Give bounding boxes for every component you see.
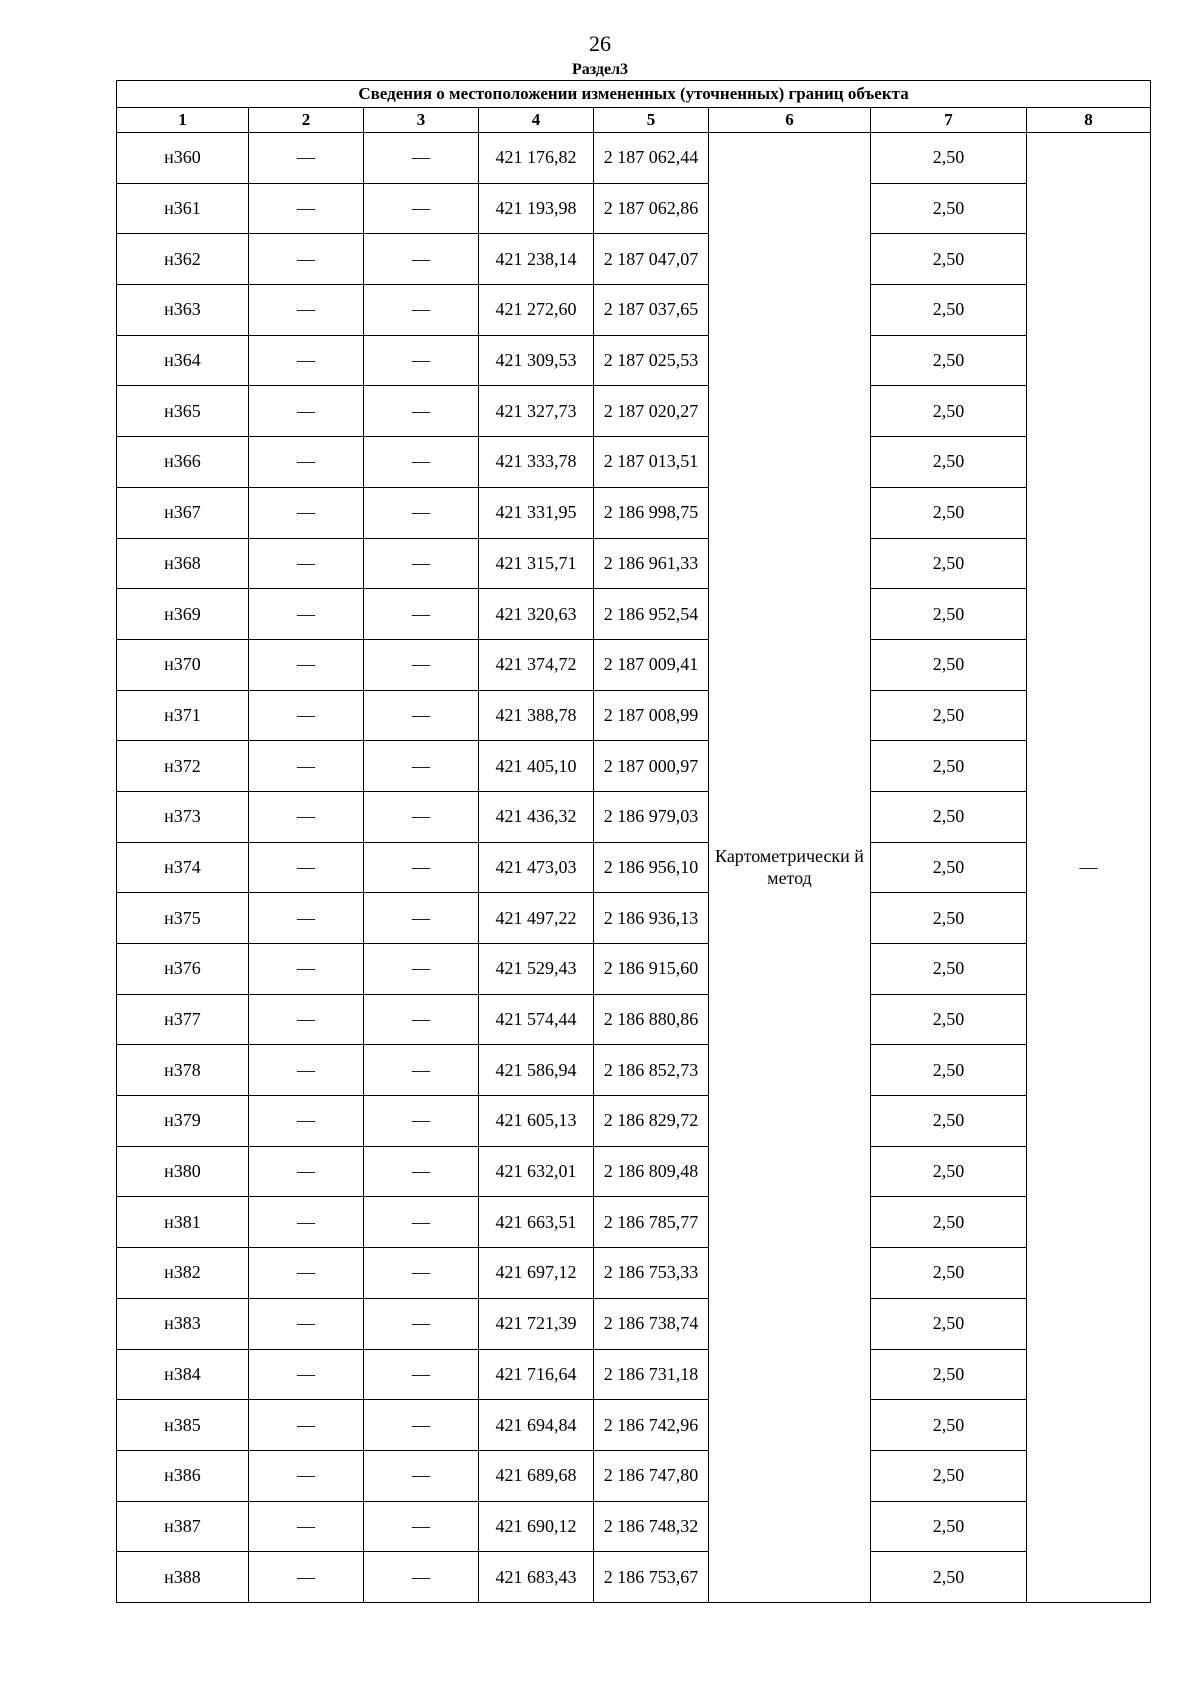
y-coordinate-cell: 2 186 753,67 (594, 1552, 709, 1603)
column-2-cell: — (249, 335, 364, 386)
point-number-cell: н367 (117, 487, 249, 538)
column-2-cell: — (249, 487, 364, 538)
precision-cell: 2,50 (871, 234, 1027, 285)
point-number-cell: н364 (117, 335, 249, 386)
column-2-cell: — (249, 437, 364, 488)
precision-cell: 2,50 (871, 285, 1027, 336)
point-number-cell: н371 (117, 690, 249, 741)
column-3-cell: — (364, 690, 479, 741)
column-3-cell: — (364, 386, 479, 437)
column-3-cell: — (364, 1045, 479, 1096)
precision-cell: 2,50 (871, 741, 1027, 792)
precision-cell: 2,50 (871, 1400, 1027, 1451)
table-row (117, 437, 1151, 488)
table-row (117, 234, 1151, 285)
x-coordinate-cell: 421 238,14 (479, 234, 594, 285)
column-3-cell: — (364, 183, 479, 234)
precision-cell: 2,50 (871, 1349, 1027, 1400)
column-2-cell: — (249, 944, 364, 995)
column-2-cell: — (249, 589, 364, 640)
precision-cell: 2,50 (871, 183, 1027, 234)
precision-cell: 2,50 (871, 842, 1027, 893)
y-coordinate-cell: 2 186 998,75 (594, 487, 709, 538)
point-number-cell: н378 (117, 1045, 249, 1096)
y-coordinate-cell: 2 186 829,72 (594, 1096, 709, 1147)
column-2-cell: — (249, 690, 364, 741)
table-row (117, 1146, 1151, 1197)
column-3-cell: — (364, 1248, 479, 1299)
column-3-cell: — (364, 538, 479, 589)
y-coordinate-cell: 2 187 025,53 (594, 335, 709, 386)
point-number-cell: н363 (117, 285, 249, 336)
x-coordinate-cell: 421 405,10 (479, 741, 594, 792)
column-3-cell: — (364, 437, 479, 488)
y-coordinate-cell: 2 186 915,60 (594, 944, 709, 995)
y-coordinate-cell: 2 186 936,13 (594, 893, 709, 944)
column-3-cell: — (364, 285, 479, 336)
y-coordinate-cell: 2 186 809,48 (594, 1146, 709, 1197)
table-row (117, 944, 1151, 995)
precision-cell: 2,50 (871, 690, 1027, 741)
column-3-cell: — (364, 1552, 479, 1603)
column-3-cell: — (364, 1400, 479, 1451)
x-coordinate-cell: 421 663,51 (479, 1197, 594, 1248)
column-2-cell: — (249, 1146, 364, 1197)
column-3-cell: — (364, 487, 479, 538)
point-number-cell: н366 (117, 437, 249, 488)
point-number-cell: н384 (117, 1349, 249, 1400)
column-2-cell: — (249, 1197, 364, 1248)
x-coordinate-cell: 421 529,43 (479, 944, 594, 995)
column-2-cell: — (249, 386, 364, 437)
column-2-cell: — (249, 133, 364, 184)
precision-cell: 2,50 (871, 1501, 1027, 1552)
column-3-cell: — (364, 994, 479, 1045)
y-coordinate-cell: 2 187 008,99 (594, 690, 709, 741)
table-row (117, 791, 1151, 842)
y-coordinate-cell: 2 187 009,41 (594, 639, 709, 690)
precision-cell: 2,50 (871, 1298, 1027, 1349)
column-3-cell: — (364, 639, 479, 690)
precision-cell: 2,50 (871, 133, 1027, 184)
y-coordinate-cell: 2 187 000,97 (594, 741, 709, 792)
x-coordinate-cell: 421 272,60 (479, 285, 594, 336)
precision-cell: 2,50 (871, 1096, 1027, 1147)
point-number-cell: н365 (117, 386, 249, 437)
precision-cell: 2,50 (871, 1450, 1027, 1501)
y-coordinate-cell: 2 186 961,33 (594, 538, 709, 589)
y-coordinate-cell: 2 186 731,18 (594, 1349, 709, 1400)
column-2-cell: — (249, 183, 364, 234)
column-3-cell: — (364, 1450, 479, 1501)
column-3-cell: — (364, 589, 479, 640)
x-coordinate-cell: 421 176,82 (479, 133, 594, 184)
table-row (117, 994, 1151, 1045)
table-row (117, 1096, 1151, 1147)
column-2-cell: — (249, 791, 364, 842)
column-3-cell: — (364, 1146, 479, 1197)
x-coordinate-cell: 421 574,44 (479, 994, 594, 1045)
table-row (117, 1045, 1151, 1096)
column-3-cell: — (364, 1298, 479, 1349)
precision-cell: 2,50 (871, 1552, 1027, 1603)
column-2-cell: — (249, 1400, 364, 1451)
boundary-coordinates-table (116, 80, 1151, 1603)
column-2-cell: — (249, 538, 364, 589)
y-coordinate-cell: 2 186 852,73 (594, 1045, 709, 1096)
x-coordinate-cell: 421 689,68 (479, 1450, 594, 1501)
x-coordinate-cell: 421 309,53 (479, 335, 594, 386)
table-row (117, 842, 1151, 893)
section-title: Раздел3 (571, 61, 629, 78)
y-coordinate-cell: 2 186 880,86 (594, 994, 709, 1045)
x-coordinate-cell: 421 327,73 (479, 386, 594, 437)
point-number-cell: н386 (117, 1450, 249, 1501)
column-header-8: 8 (1027, 108, 1151, 133)
point-number-cell: н370 (117, 639, 249, 690)
table-row (117, 589, 1151, 640)
x-coordinate-cell: 421 320,63 (479, 589, 594, 640)
column-2-cell: — (249, 741, 364, 792)
precision-cell: 2,50 (871, 589, 1027, 640)
table-row (117, 741, 1151, 792)
table-body (117, 81, 1151, 1603)
column-header-6: 6 (709, 108, 871, 133)
table-row (117, 133, 1151, 184)
column-header-4: 4 (479, 108, 594, 133)
column-3-cell: — (364, 133, 479, 184)
y-coordinate-cell: 2 187 013,51 (594, 437, 709, 488)
x-coordinate-cell: 421 473,03 (479, 842, 594, 893)
y-coordinate-cell: 2 187 020,27 (594, 386, 709, 437)
precision-cell: 2,50 (871, 487, 1027, 538)
column-2-cell: — (249, 1045, 364, 1096)
point-number-cell: н381 (117, 1197, 249, 1248)
y-coordinate-cell: 2 187 047,07 (594, 234, 709, 285)
column-2-cell: — (249, 234, 364, 285)
column-2-cell: — (249, 1349, 364, 1400)
column-3-cell: — (364, 842, 479, 893)
method-cell: Картометрически й метод (709, 133, 871, 1603)
table-row (117, 335, 1151, 386)
column-2-cell: — (249, 1450, 364, 1501)
table-row (117, 1298, 1151, 1349)
column-2-cell: — (249, 994, 364, 1045)
x-coordinate-cell: 421 694,84 (479, 1400, 594, 1451)
precision-cell: 2,50 (871, 538, 1027, 589)
precision-cell: 2,50 (871, 893, 1027, 944)
y-coordinate-cell: 2 186 747,80 (594, 1450, 709, 1501)
table-row (117, 1552, 1151, 1603)
column-2-cell: — (249, 1501, 364, 1552)
y-coordinate-cell: 2 186 748,32 (594, 1501, 709, 1552)
table-row (117, 1197, 1151, 1248)
column-2-cell: — (249, 1248, 364, 1299)
column-header-3: 3 (364, 108, 479, 133)
x-coordinate-cell: 421 586,94 (479, 1045, 594, 1096)
point-number-cell: н377 (117, 994, 249, 1045)
x-coordinate-cell: 421 721,39 (479, 1298, 594, 1349)
y-coordinate-cell: 2 186 952,54 (594, 589, 709, 640)
column-3-cell: — (364, 944, 479, 995)
table-row (117, 1400, 1151, 1451)
point-number-cell: н362 (117, 234, 249, 285)
column-header-2: 2 (249, 108, 364, 133)
precision-cell: 2,50 (871, 1045, 1027, 1096)
column-header-1: 1 (117, 108, 249, 133)
table-row (117, 1248, 1151, 1299)
x-coordinate-cell: 421 315,71 (479, 538, 594, 589)
column-3-cell: — (364, 741, 479, 792)
column-2-cell: — (249, 1552, 364, 1603)
y-coordinate-cell: 2 186 742,96 (594, 1400, 709, 1451)
precision-cell: 2,50 (871, 335, 1027, 386)
column-3-cell: — (364, 1349, 479, 1400)
y-coordinate-cell: 2 187 037,65 (594, 285, 709, 336)
table-caption-row (117, 81, 1151, 108)
table-row (117, 285, 1151, 336)
x-coordinate-cell: 421 690,12 (479, 1501, 594, 1552)
point-number-cell: н373 (117, 791, 249, 842)
column-2-cell: — (249, 893, 364, 944)
y-coordinate-cell: 2 186 753,33 (594, 1248, 709, 1299)
precision-cell: 2,50 (871, 639, 1027, 690)
point-number-cell: н368 (117, 538, 249, 589)
table-row (117, 1501, 1151, 1552)
table-row (117, 1349, 1151, 1400)
x-coordinate-cell: 421 605,13 (479, 1096, 594, 1147)
precision-cell: 2,50 (871, 386, 1027, 437)
precision-cell: 2,50 (871, 944, 1027, 995)
column-8-cell: — (1027, 133, 1151, 1603)
precision-cell: 2,50 (871, 1197, 1027, 1248)
column-3-cell: — (364, 791, 479, 842)
point-number-cell: н374 (117, 842, 249, 893)
x-coordinate-cell: 421 632,01 (479, 1146, 594, 1197)
column-3-cell: — (364, 335, 479, 386)
page-number: 26 (589, 31, 611, 56)
table-row (117, 639, 1151, 690)
precision-cell: 2,50 (871, 437, 1027, 488)
point-number-cell: н383 (117, 1298, 249, 1349)
column-2-cell: — (249, 1298, 364, 1349)
y-coordinate-cell: 2 186 738,74 (594, 1298, 709, 1349)
precision-cell: 2,50 (871, 994, 1027, 1045)
x-coordinate-cell: 421 716,64 (479, 1349, 594, 1400)
x-coordinate-cell: 421 374,72 (479, 639, 594, 690)
column-2-cell: — (249, 285, 364, 336)
column-3-cell: — (364, 1501, 479, 1552)
column-3-cell: — (364, 893, 479, 944)
point-number-cell: н360 (117, 133, 249, 184)
point-number-cell: н388 (117, 1552, 249, 1603)
x-coordinate-cell: 421 697,12 (479, 1248, 594, 1299)
x-coordinate-cell: 421 193,98 (479, 183, 594, 234)
table-row (117, 183, 1151, 234)
x-coordinate-cell: 421 497,22 (479, 893, 594, 944)
y-coordinate-cell: 2 187 062,44 (594, 133, 709, 184)
column-header-5: 5 (594, 108, 709, 133)
precision-cell: 2,50 (871, 791, 1027, 842)
point-number-cell: н361 (117, 183, 249, 234)
point-number-cell: н380 (117, 1146, 249, 1197)
y-coordinate-cell: 2 186 785,77 (594, 1197, 709, 1248)
point-number-cell: н382 (117, 1248, 249, 1299)
point-number-cell: н387 (117, 1501, 249, 1552)
point-number-cell: н385 (117, 1400, 249, 1451)
y-coordinate-cell: 2 186 979,03 (594, 791, 709, 842)
y-coordinate-cell: 2 187 062,86 (594, 183, 709, 234)
precision-cell: 2,50 (871, 1248, 1027, 1299)
table-row (117, 893, 1151, 944)
x-coordinate-cell: 421 331,95 (479, 487, 594, 538)
point-number-cell: н372 (117, 741, 249, 792)
table-row (117, 690, 1151, 741)
column-3-cell: — (364, 234, 479, 285)
x-coordinate-cell: 421 436,32 (479, 791, 594, 842)
point-number-cell: н375 (117, 893, 249, 944)
point-number-cell: н369 (117, 589, 249, 640)
precision-cell: 2,50 (871, 1146, 1027, 1197)
column-3-cell: — (364, 1096, 479, 1147)
table-row (117, 538, 1151, 589)
point-number-cell: н376 (117, 944, 249, 995)
column-2-cell: — (249, 639, 364, 690)
x-coordinate-cell: 421 388,78 (479, 690, 594, 741)
table-row (117, 1450, 1151, 1501)
column-2-cell: — (249, 1096, 364, 1147)
y-coordinate-cell: 2 186 956,10 (594, 842, 709, 893)
x-coordinate-cell: 421 683,43 (479, 1552, 594, 1603)
table-caption: Сведения о местоположении измененных (уточненных) границ объекта (117, 81, 1151, 108)
table-row (117, 386, 1151, 437)
table-row (117, 487, 1151, 538)
table-header-row (117, 108, 1151, 133)
column-2-cell: — (249, 842, 364, 893)
point-number-cell: н379 (117, 1096, 249, 1147)
column-header-7: 7 (871, 108, 1027, 133)
x-coordinate-cell: 421 333,78 (479, 437, 594, 488)
column-3-cell: — (364, 1197, 479, 1248)
